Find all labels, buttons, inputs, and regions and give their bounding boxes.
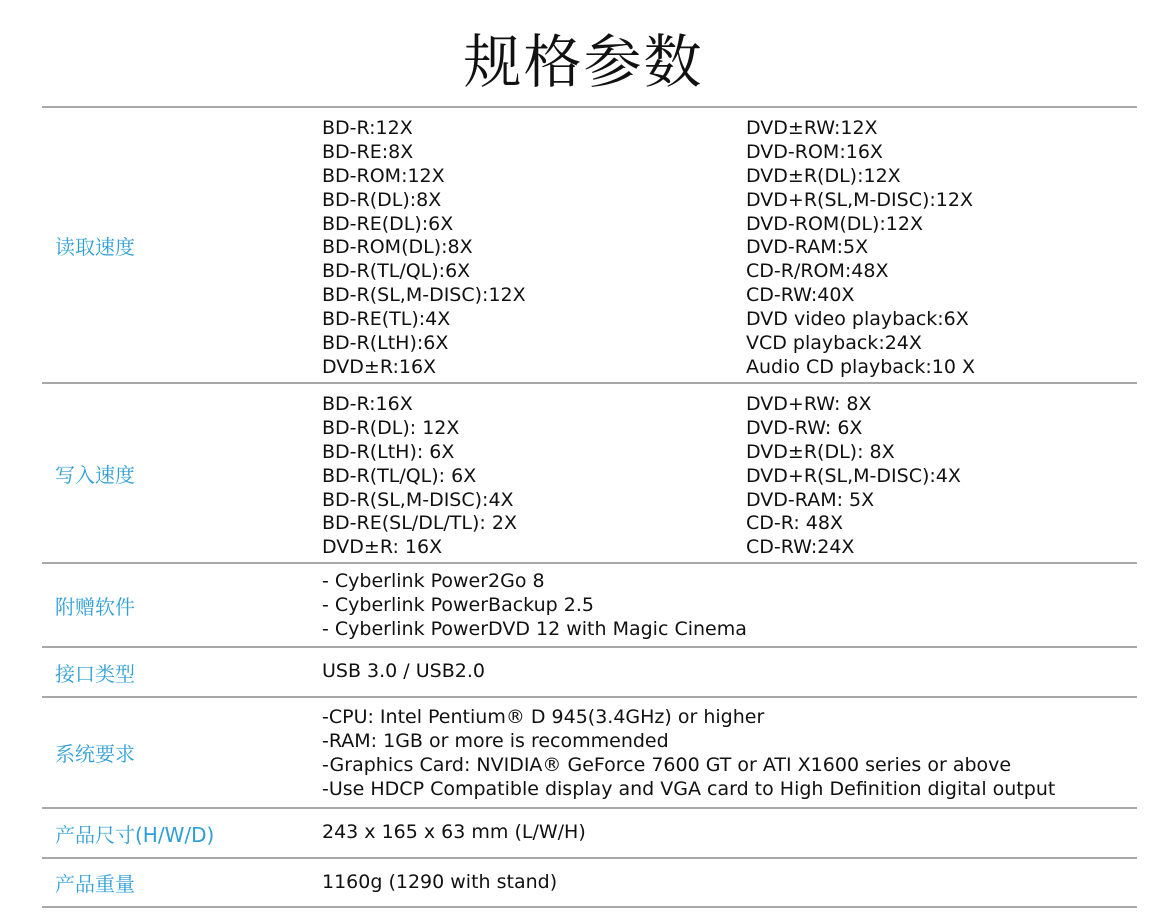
row-content-system [322, 698, 1137, 807]
row-content-software [322, 564, 1137, 646]
spec-line: DVD±RW:12X [746, 117, 878, 139]
spec-line: BD-R:12X [322, 117, 413, 139]
row-content-weight [322, 859, 1137, 906]
software-list [322, 570, 747, 642]
spec-line: BD-RE:8X [322, 140, 414, 163]
spec-line: CD-R: 48X [746, 512, 844, 535]
spec-line: DVD±R(DL): 8X [746, 440, 895, 463]
spec-line: BD-R(TL/QL):6X [322, 260, 471, 283]
spec-line: DVD+R(SL,M-DISC):4X [746, 464, 961, 487]
spec-line: DVD±R:16X [322, 355, 437, 378]
spec-line: BD-RE(DL):6X [322, 212, 454, 235]
spec-row-system [42, 696, 1137, 807]
row-content-write-speed [322, 384, 1137, 562]
row-label-weight: 产品重量 [55, 872, 135, 896]
spec-line: BD-ROM(DL):8X [322, 236, 473, 259]
spec-line: DVD±R: 16X [322, 536, 443, 559]
spec-line: BD-RE(SL/DL/TL): 2X [322, 512, 517, 535]
spec-line: - Cyberlink Power2Go 8 [322, 570, 545, 592]
row-label-write-speed: 写入速度 [55, 462, 135, 487]
row-label-interface: 接口类型 [55, 661, 135, 686]
spec-line: -Use HDCP Compatible display and VGA card to High Definition digital output [322, 777, 1056, 800]
spec-line: Audio CD playback:10 X [746, 355, 975, 378]
spec-line: BD-R:16X [322, 393, 413, 415]
spec-row-size [42, 807, 1137, 857]
write-speed-col1 [322, 393, 517, 560]
weight-value: 1160g (1290 with stand) [322, 871, 558, 893]
spec-line: BD-R(DL):8X [322, 188, 442, 211]
spec-line: BD-R(SL,M-DISC):4X [322, 488, 514, 511]
row-label-software: 附赠软件 [55, 594, 135, 619]
spec-line: - Cyberlink PowerBackup 2.5 [322, 593, 594, 616]
spec-line: BD-R(TL/QL): 6X [322, 464, 477, 487]
spec-line: -CPU: Intel Pentium® D 945(3.4GHz) or higher [322, 706, 765, 728]
write-speed-col2 [746, 393, 961, 560]
spec-line: DVD video playback:6X [746, 308, 969, 331]
spec-line: DVD±R(DL):12X [746, 164, 901, 187]
spec-row-interface [42, 646, 1137, 696]
spec-line: DVD-ROM(DL):12X [746, 212, 923, 235]
spec-line: BD-R(SL,M-DISC):12X [322, 284, 526, 307]
row-content-interface [322, 648, 1137, 696]
spec-line: DVD-RAM: 5X [746, 488, 875, 511]
spec-line: BD-ROM:12X [322, 164, 445, 187]
spec-line: BD-R(LtH):6X [322, 332, 449, 355]
spec-line: CD-RW:24X [746, 536, 855, 559]
size-value: 243 x 165 x 63 mm (L/W/H) [322, 821, 586, 843]
spec-line: BD-R(DL): 12X [322, 416, 460, 439]
spec-line: VCD playback:24X [746, 332, 922, 355]
page-title: 规格参数 [463, 28, 704, 96]
spec-line: DVD+RW: 8X [746, 393, 872, 415]
spec-table [42, 106, 1137, 908]
spec-line: BD-RE(TL):4X [322, 308, 451, 331]
spec-line: - Cyberlink PowerDVD 12 with Magic Cinema [322, 617, 747, 640]
row-content-read-speed [322, 108, 1137, 382]
spec-line: CD-R/ROM:48X [746, 260, 889, 283]
spec-line: DVD-RAM:5X [746, 236, 869, 259]
spec-line: DVD-RW: 6X [746, 416, 863, 439]
read-speed-col2 [746, 117, 975, 380]
spec-line: CD-RW:40X [746, 284, 855, 307]
row-label-system: 系统要求 [55, 742, 135, 766]
spec-line: DVD+R(SL,M-DISC):12X [746, 188, 973, 211]
interface-value: USB 3.0 / USB2.0 [322, 660, 485, 682]
read-speed-col1 [322, 117, 526, 380]
row-content-size [322, 809, 1137, 857]
spec-line: DVD-ROM:16X [746, 140, 883, 163]
spec-line: BD-R(LtH): 6X [322, 440, 455, 463]
system-requirements-list [322, 706, 1055, 802]
spec-row-weight [42, 857, 1137, 908]
spec-line: -RAM: 1GB or more is recommended [322, 729, 669, 752]
spec-row-write-speed [42, 382, 1137, 562]
spec-line: -Graphics Card: NVIDIA® GeForce 7600 GT or ATI X1600 series or above [322, 753, 1012, 776]
spec-row-read-speed [42, 106, 1137, 382]
row-label-read-speed: 读取速度 [55, 234, 135, 259]
spec-row-software [42, 562, 1137, 646]
row-label-size: 产品尺寸(H/W/D) [55, 822, 215, 847]
